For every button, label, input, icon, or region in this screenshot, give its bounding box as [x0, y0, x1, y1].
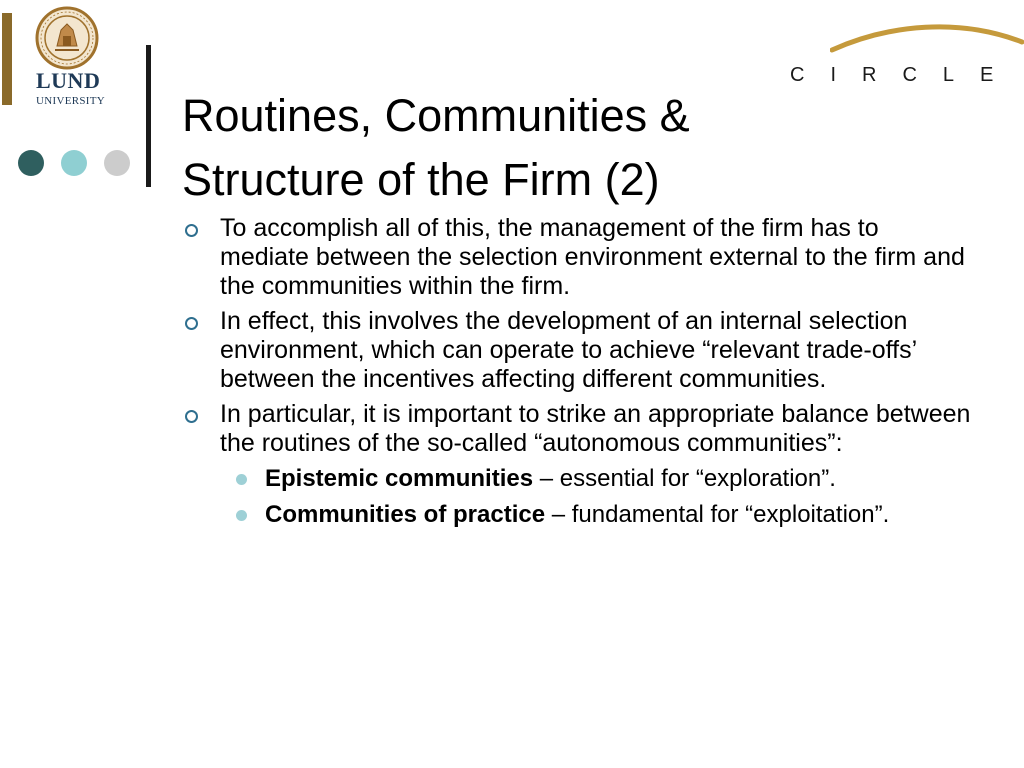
lund-university-seal-icon — [35, 6, 99, 70]
sub-bullet-list — [227, 464, 972, 529]
slide-title-line-1: Routines, Communities & — [182, 90, 690, 141]
decor-dot-light — [61, 150, 87, 176]
sub-bullet-item — [227, 464, 972, 493]
bullet-text: To accomplish all of this, the management of the firm has to mediate between the selection environment external to the firm and the communities within the firm. — [220, 214, 965, 300]
decor-dot-grey — [104, 150, 130, 176]
sub-bullet-dot-icon — [236, 510, 247, 521]
bullet-ring-icon — [185, 224, 198, 237]
circle-logo — [780, 20, 1024, 86]
circle-logo-text: CIRCLE — [790, 64, 1020, 86]
sub-bullet-term: Communities of practice — [265, 501, 546, 528]
bullet-text: In particular, it is important to strike an appropriate balance between the routines of the so-called “autonomous communities”: — [220, 400, 971, 457]
bullet-item — [182, 214, 972, 301]
sub-bullet-term: Epistemic communities — [265, 465, 534, 492]
sub-bullet-desc: – essential for “exploration”. — [533, 465, 836, 492]
bullet-item — [182, 307, 972, 394]
slide-body — [182, 214, 972, 536]
slide-title — [182, 84, 922, 212]
vertical-divider — [146, 45, 151, 187]
sub-bullet-dot-icon — [236, 474, 247, 485]
bullet-ring-icon — [185, 317, 198, 330]
bullet-ring-icon — [185, 410, 198, 423]
bullet-item — [182, 400, 972, 458]
circle-swoosh-icon — [830, 20, 1024, 56]
university-logo-name: LUND — [36, 68, 101, 93]
sub-bullet-desc: – fundamental for “exploitation”. — [545, 501, 890, 528]
university-logo-subtitle: UNIVERSITY — [36, 95, 105, 107]
bullet-text: In effect, this involves the development of an internal selection environment, which can operate to achieve “relevant trade-offs’ between the incentives affecting different communities. — [220, 307, 917, 393]
decor-dot-dark — [18, 150, 44, 176]
sub-bullet-item — [227, 500, 972, 529]
accent-bar — [2, 13, 12, 105]
slide-title-line-2: Structure of the Firm (2) — [182, 154, 660, 205]
